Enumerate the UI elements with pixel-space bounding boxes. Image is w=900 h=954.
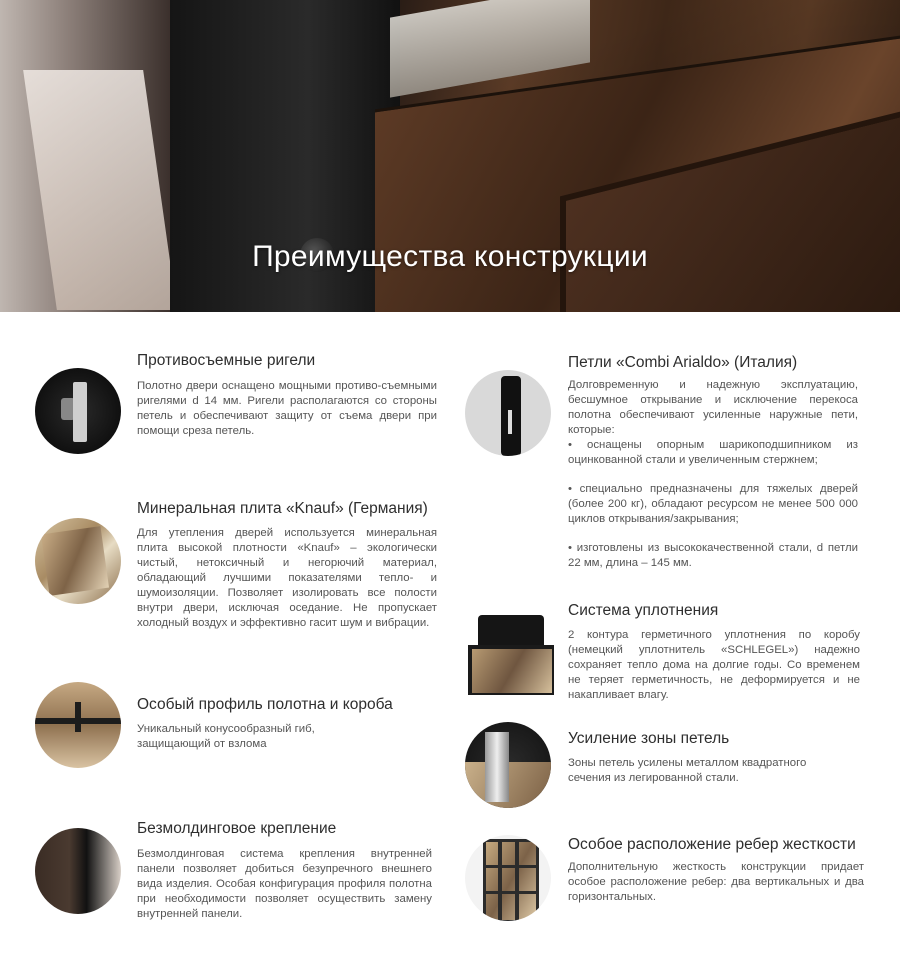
feature-title: Особый профиль полотна и короба [137, 696, 393, 713]
hinge-reinforcement-icon [465, 722, 551, 808]
mineral-slab-icon [35, 518, 121, 604]
feature-title: Особое расположение ребер жесткости [568, 836, 856, 853]
feature-text [568, 628, 860, 703]
feature-text [568, 378, 858, 571]
feature-text [568, 860, 864, 905]
feature-bullet: • оснащены опорным шарикоподшипником из оцинкованной стали и увеличенным стержнем; [568, 439, 858, 466]
feature-text [137, 722, 347, 752]
feature-title: Безмолдинговое крепление [137, 820, 337, 837]
stiffening-ribs-icon [465, 835, 551, 921]
feature-title: Система уплотнения [568, 602, 719, 619]
feature-title: Усиление зоны петель [568, 730, 730, 747]
anti-removal-bolt-icon [35, 368, 121, 454]
page-title: Преимущества конструкции [252, 240, 648, 273]
feature-text [568, 756, 838, 786]
feature-title: Петли «Combi Arialdo» (Италия) [568, 354, 798, 371]
feature-bullet: • изготовлены из высококачественной стали, d петли 22 мм, длина – 145 мм. [568, 542, 858, 569]
feature-paragraph: Дополнительную жесткость конструкции придает особое расположение ребер: два вертикальных и два горизонтальных. [568, 861, 864, 903]
feature-paragraph: Долговременную и надежную эксплуатацию, бесшумное открывание и исключение перекоса полотна обеспечивают усиленные наружные пети, которые: [568, 379, 858, 436]
profile-section-icon [35, 682, 121, 768]
feature-bullet: • специально предназначены для тяжелых дверей (более 200 кг), обладают ресурсом не менее 500 000 циклов открывания/закрывания; [568, 483, 858, 525]
feature-paragraph: Зоны петель усилены металлом квадратного сечения из легированной стали. [568, 757, 807, 784]
feature-paragraph: Безмолдинговая система крепления внутренней панели позволяет добиться безупречного внешнего вида изделия. Особая конфигурация профиля полотна при необходимости позволяет осуществить замену внутренней панели. [137, 848, 432, 920]
feature-paragraph: Полотно двери оснащено мощными противо-съемными ригелями d 14 мм. Ригели располагаются со стороны петель и обеспечивают защиту от съема двери при помощи среза петель. [137, 380, 437, 437]
feature-title: Противосъемные ригели [137, 352, 316, 369]
feature-text [137, 379, 437, 439]
feature-text [137, 847, 432, 922]
moldingless-mount-icon [35, 828, 121, 914]
feature-paragraph: Уникальный конусообразный гиб, защищающий от взлома [137, 723, 315, 750]
feature-paragraph: 2 контура герметичного уплотнения по коробу (немецкий уплотнитель «SCHLEGEL») надежно сохраняет тепло дома на долгие годы. Со временем не теряет герметичность, не деформируется и не накапливает влагу. [568, 629, 860, 701]
hinge-icon [465, 370, 551, 456]
feature-title: Минеральная плита «Knauf» (Германия) [137, 500, 428, 517]
seal-system-icon [468, 615, 554, 695]
feature-paragraph: Для утепления дверей используется минеральная плита высокой плотности «Knauf» – экологически чистый, нетоксичный и негорючий материал, обладающий лучшими показателями тепло- и шумоизоляции. Позволяет изолировать все полости внутри двери, исключая оседание. Не пропускает холодный воздух и эффективно гасит шум и вибрации. [137, 527, 437, 629]
hero-banner [0, 0, 900, 312]
feature-text [137, 526, 437, 631]
